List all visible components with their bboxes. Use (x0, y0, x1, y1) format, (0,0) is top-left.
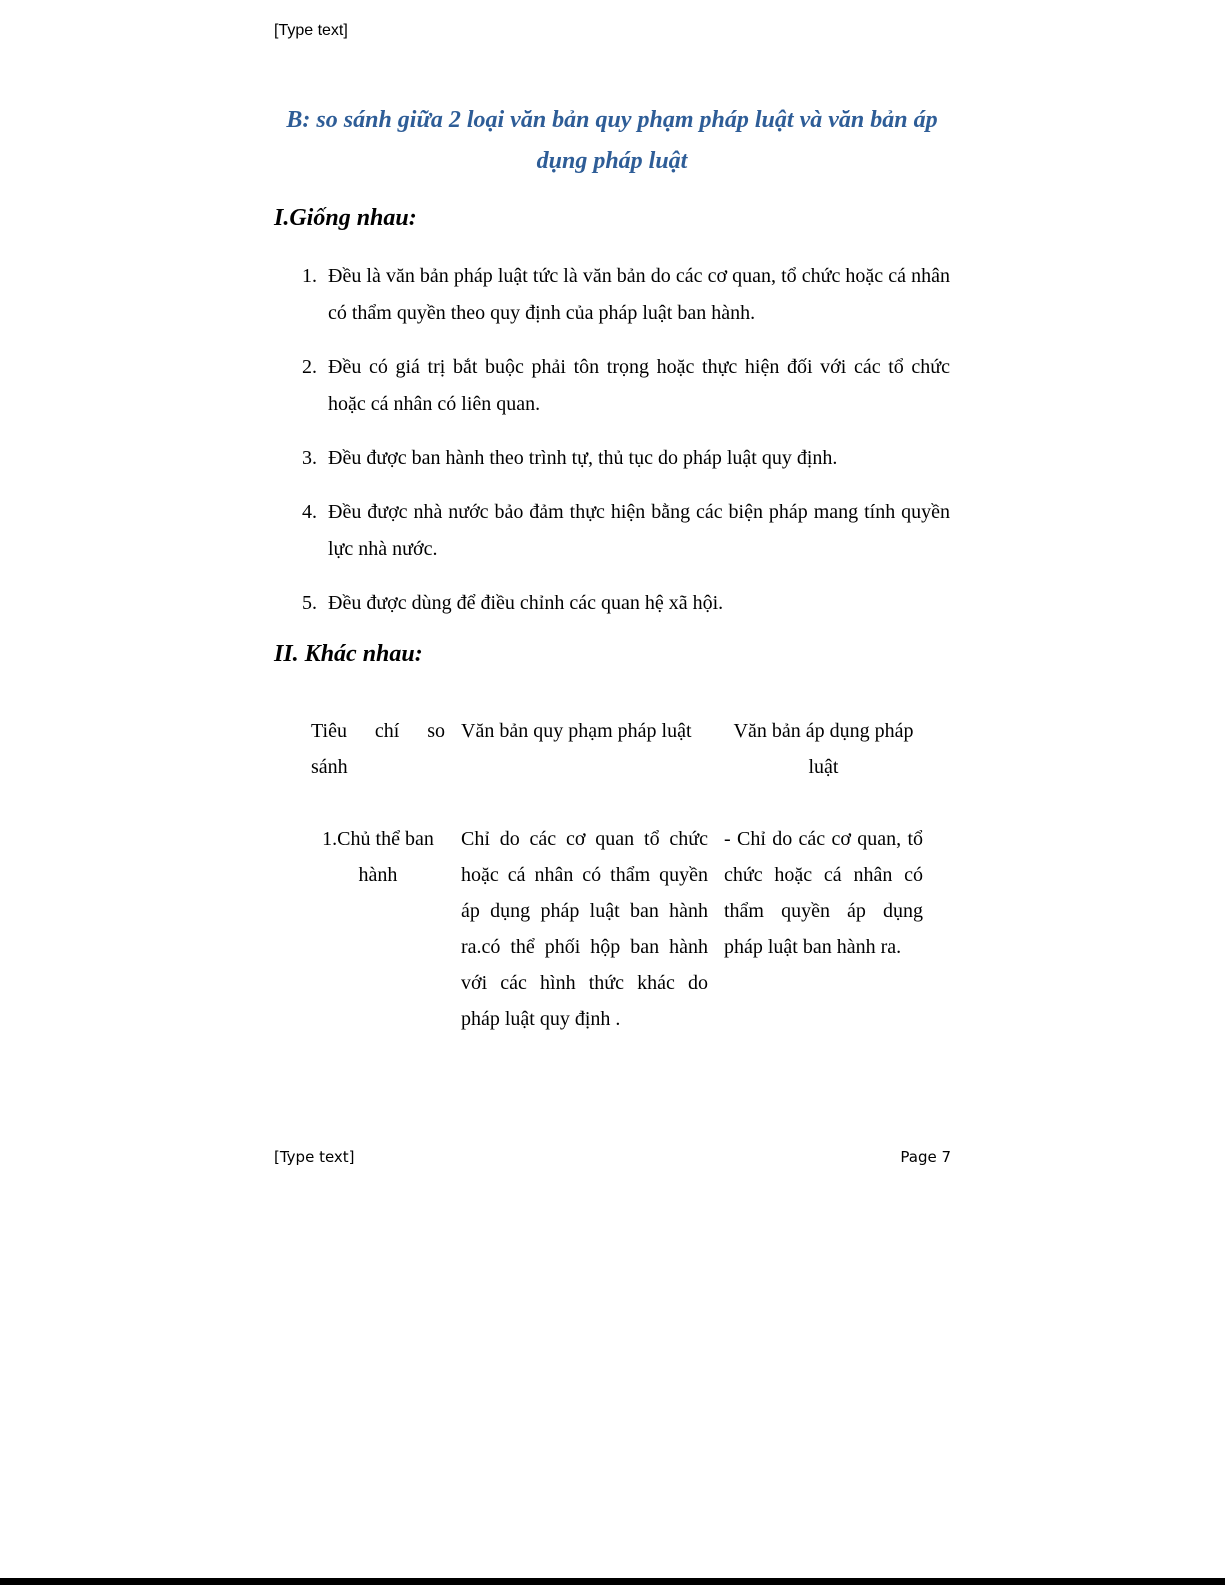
header-criteria-line-2: sánh (311, 756, 348, 778)
list-item-text: Đều là văn bản pháp luật tức là văn bản do các cơ quan, tổ chức hoặc cá nhân có thẩm quyền theo quy định của pháp luật ban hành. (328, 265, 950, 324)
table-row (303, 821, 931, 1037)
header-applied (716, 713, 931, 785)
list-item (274, 494, 950, 568)
document-title (274, 100, 950, 182)
header-applied-line-2: luật (808, 756, 839, 778)
header-applied-line-1: Văn bản áp dụng pháp (733, 720, 914, 742)
list-item (274, 440, 950, 477)
section-heading-similarities: I.Giống nhau: (274, 205, 417, 231)
list-item-number: 3. (302, 447, 317, 469)
page-header: [Type text] (274, 22, 348, 39)
list-item-number: 1. (302, 265, 317, 287)
list-item (274, 258, 950, 332)
row-criteria-line-1: 1.Chủ thể ban (322, 828, 434, 850)
table-header-row (303, 713, 931, 785)
footer-left: [Type text] (274, 1148, 355, 1166)
header-legal-normative: Văn bản quy phạm pháp luật (461, 720, 692, 742)
section-heading-differences: II. Khác nhau: (274, 641, 423, 667)
list-item-number: 4. (302, 501, 317, 523)
bottom-border (0, 1578, 1225, 1585)
row-criteria-line-2: hành (358, 864, 398, 886)
list-item-number: 2. (302, 356, 317, 378)
list-item-text: Đều được nhà nước bảo đảm thực hiện bằng các biện pháp mang tính quyền lực nhà nước. (328, 501, 950, 560)
list-item-text: Đều được dùng để điều chỉnh các quan hệ xã hội. (328, 592, 724, 614)
list-item-text: Đều có giá trị bắt buộc phải tôn trọng hoặc thực hiện đối với các tổ chức hoặc cá nhân có liên quan. (328, 356, 950, 415)
row-applied: - Chỉ do các cơ quan, tổ chức hoặc cá nhân có thẩm quyền áp dụng pháp luật ban hành ra. (724, 828, 923, 958)
list-item (274, 585, 950, 622)
comparison-table (303, 713, 931, 1037)
header-criteria-line-1: Tiêu chí so (311, 720, 445, 742)
page-number: Page 7 (900, 1148, 951, 1166)
list-item (274, 349, 950, 423)
similarities-list (274, 258, 950, 639)
title-line-1: B: so sánh giữa 2 loại văn bản quy phạm pháp luật và văn bản áp (286, 107, 938, 133)
list-item-text: Đều được ban hành theo trình tự, thủ tục do pháp luật quy định. (328, 447, 838, 469)
row-legal-normative: Chỉ do các cơ quan tổ chức hoặc cá nhân có thẩm quyền áp dụng pháp luật ban hành ra.có thể phối hộp ban hành với các hình thức khác do pháp luật quy định . (461, 828, 708, 1030)
title-line-2: dụng pháp luật (536, 148, 688, 174)
row-criteria (303, 821, 453, 1037)
list-item-number: 5. (302, 592, 317, 614)
header-criteria (303, 713, 453, 785)
